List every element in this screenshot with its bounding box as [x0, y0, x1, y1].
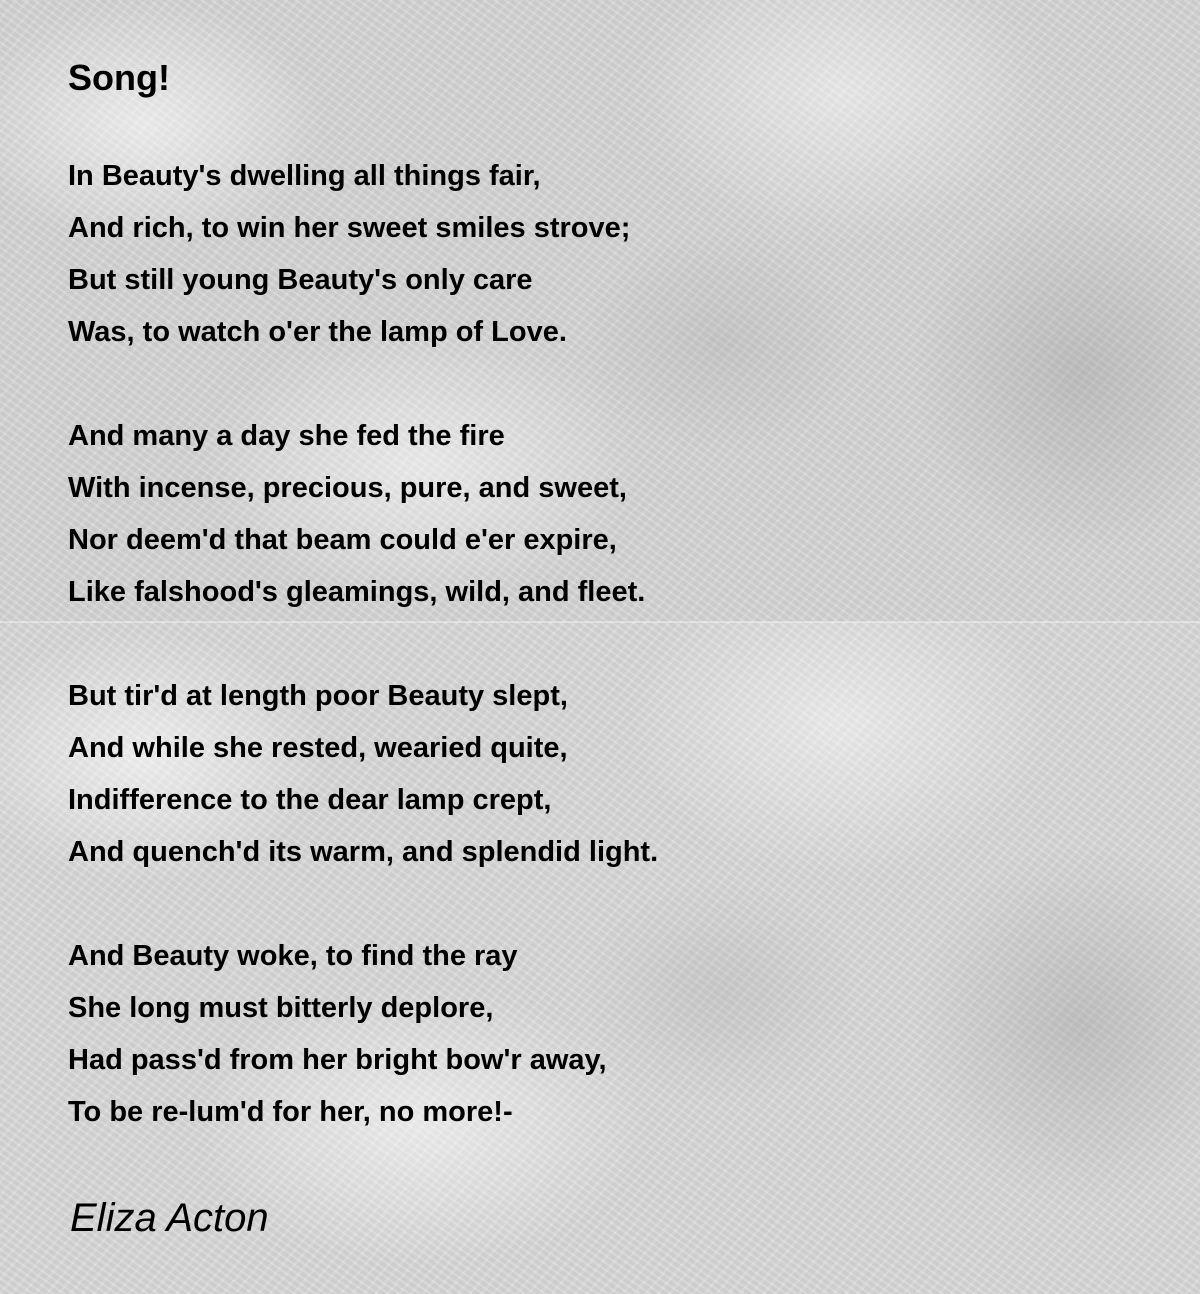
poem-line: And rich, to win her sweet smiles strove; — [68, 212, 631, 244]
poem-line: And quench'd its warm, and splendid light. — [68, 836, 659, 868]
poem-line: And many a day she fed the fire — [68, 420, 505, 452]
poem-line: Indifference to the dear lamp crept, — [68, 784, 552, 816]
background-seam — [0, 621, 1200, 623]
poem-line: But still young Beauty's only care — [68, 264, 533, 296]
stanza-1 — [68, 150, 630, 358]
poem-line: She long must bitterly deplore, — [68, 992, 494, 1024]
stanza-3 — [68, 670, 658, 878]
stanza-2 — [68, 410, 645, 618]
poem-line: But tir'd at length poor Beauty slept, — [68, 680, 568, 712]
poem-line: Nor deem'd that beam could e'er expire, — [68, 524, 617, 556]
poem-line: And Beauty woke, to find the ray — [68, 940, 518, 972]
poem-line: And while she rested, wearied quite, — [68, 732, 568, 764]
poem-title: Song! — [68, 57, 170, 98]
poem-line: Was, to watch o'er the lamp of Love. — [68, 316, 567, 348]
poem-line: In Beauty's dwelling all things fair, — [68, 160, 541, 192]
poem-line: To be re-lum'd for her, no more!- — [68, 1096, 513, 1128]
poem-line: Had pass'd from her bright bow'r away, — [68, 1044, 607, 1076]
stanza-4 — [68, 930, 607, 1138]
poem-line: With incense, precious, pure, and sweet, — [68, 472, 627, 504]
poem-line: Like falshood's gleamings, wild, and fleet. — [68, 576, 646, 608]
poem-author: Eliza Acton — [70, 1196, 269, 1240]
